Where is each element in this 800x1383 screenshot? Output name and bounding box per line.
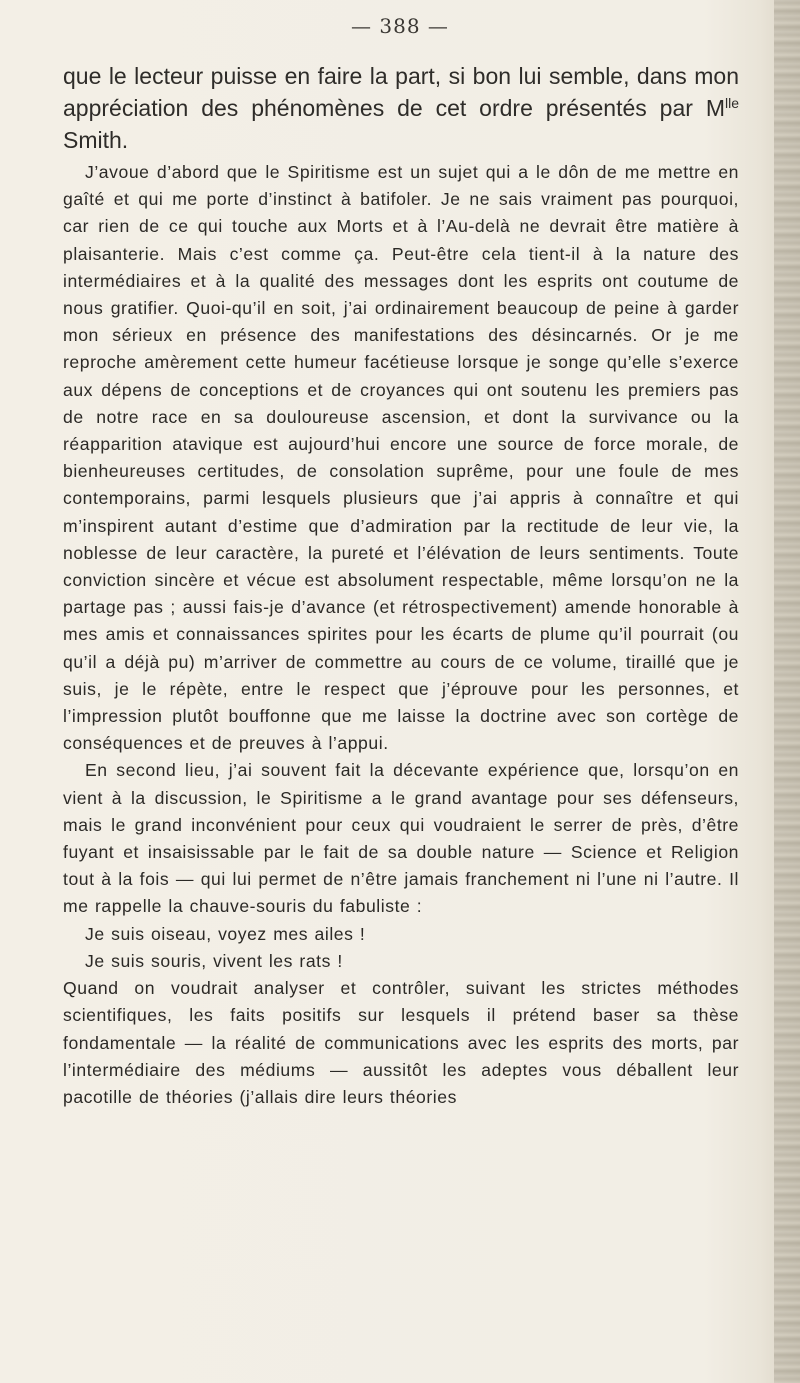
intro-text: que le lecteur puisse en faire la part, si bon lui semble, dans mon appréciation des phénomènes de cet ordre présentés par M [63,63,739,121]
page-number: — 388 — [351,14,449,38]
paragraph-2: En second lieu, j’ai souvent fait la décevante expérience que, lorsqu’on en vient à la discussion, le Spiritisme a le grand avantage pour ses défenseurs, mais le grand inconvénient pour ceux qui voudraient le serrer de près, d’être fuyant et insaisissable par le fait de sa double nature — Science et Religion tout à la fois — qui lui permet de n’être jamais franchement ni l’une ni l’autre. Il me rappelle la chauve-souris du fabuliste : [63,760,739,917]
intro-text-end: Smith. [63,127,129,153]
intro-superscript: lle [724,95,739,111]
verse-line-2: Je suis souris, vivent les rats ! [85,950,343,971]
body-text [63,60,739,1111]
intro-paragraph [63,60,739,156]
paragraph-3: Quand on voudrait analyser et contrôler, suivant les strictes méthodes scientifiques, les faits positifs sur lesquels il prétend baser sa thèse fondamentale — la réalité de communications avec les esprits des morts, par l’intermédiaire des médiums — aussitôt les adeptes vous déballent leur pacotille de théories (j’allais dire leurs théories [63,978,739,1107]
paragraph-1: J’avoue d’abord que le Spiritisme est un sujet qui a le dôn de me mettre en gaîté et qui me porte d’instinct à batifoler. Je ne sais vraiment pas pourquoi, car rien de ce qui touche aux Morts et à l’Au-delà ne devrait être matière à plaisanterie. Mais c’est comme ça. Peut-être cela tient-il à la nature des intermédiaires et à la qualité des messages dont les esprits ont coutume de nous gratifier. Quoi-qu’il en soit, j’ai ordinairement beaucoup de peine à garder mon sérieux en présence des manifestations des désincarnés. Or je me reproche amèrement cette humeur facétieuse lorsque je songe qu’elle s’exerce aux dépens de conceptions et de croyances qui ont soutenu les premiers pas de notre race en sa douloureuse ascension, et dont la survivance ou la réapparition atavique est aujourd’hui encore une source de force morale, de bienheureuses certitudes, de consolation suprême, pour une foule de mes contemporains, parmi lesquels plusieurs que j’ai appris à connaître et qui m’inspirent autant d’estime que d’admiration par la rectitude de leur vie, la noblesse de leur caractère, la pureté et l’élévation de leurs sentiments. Toute conviction sincère et vécue est absolument respectable, même lorsqu’on ne la partage pas ; aussi fais-je d’avance (et rétrospectivement) amende honorable à mes amis et connaissances spirites pour les écarts de plume qu’il pourrait (ou qu’il a déjà pu) m’arriver de commettre au cours de ce volume, tiraillé que je suis, je le répète, entre le respect que j’éprouve pour les personnes, et l’impression plutôt bouffonne que me laisse la doctrine avec son cortège de conséquences et de preuves à l’appui. [63,162,739,754]
verse-line-1: Je suis oiseau, voyez mes ailes ! [85,923,366,944]
page-edge-shadow [774,0,800,1383]
